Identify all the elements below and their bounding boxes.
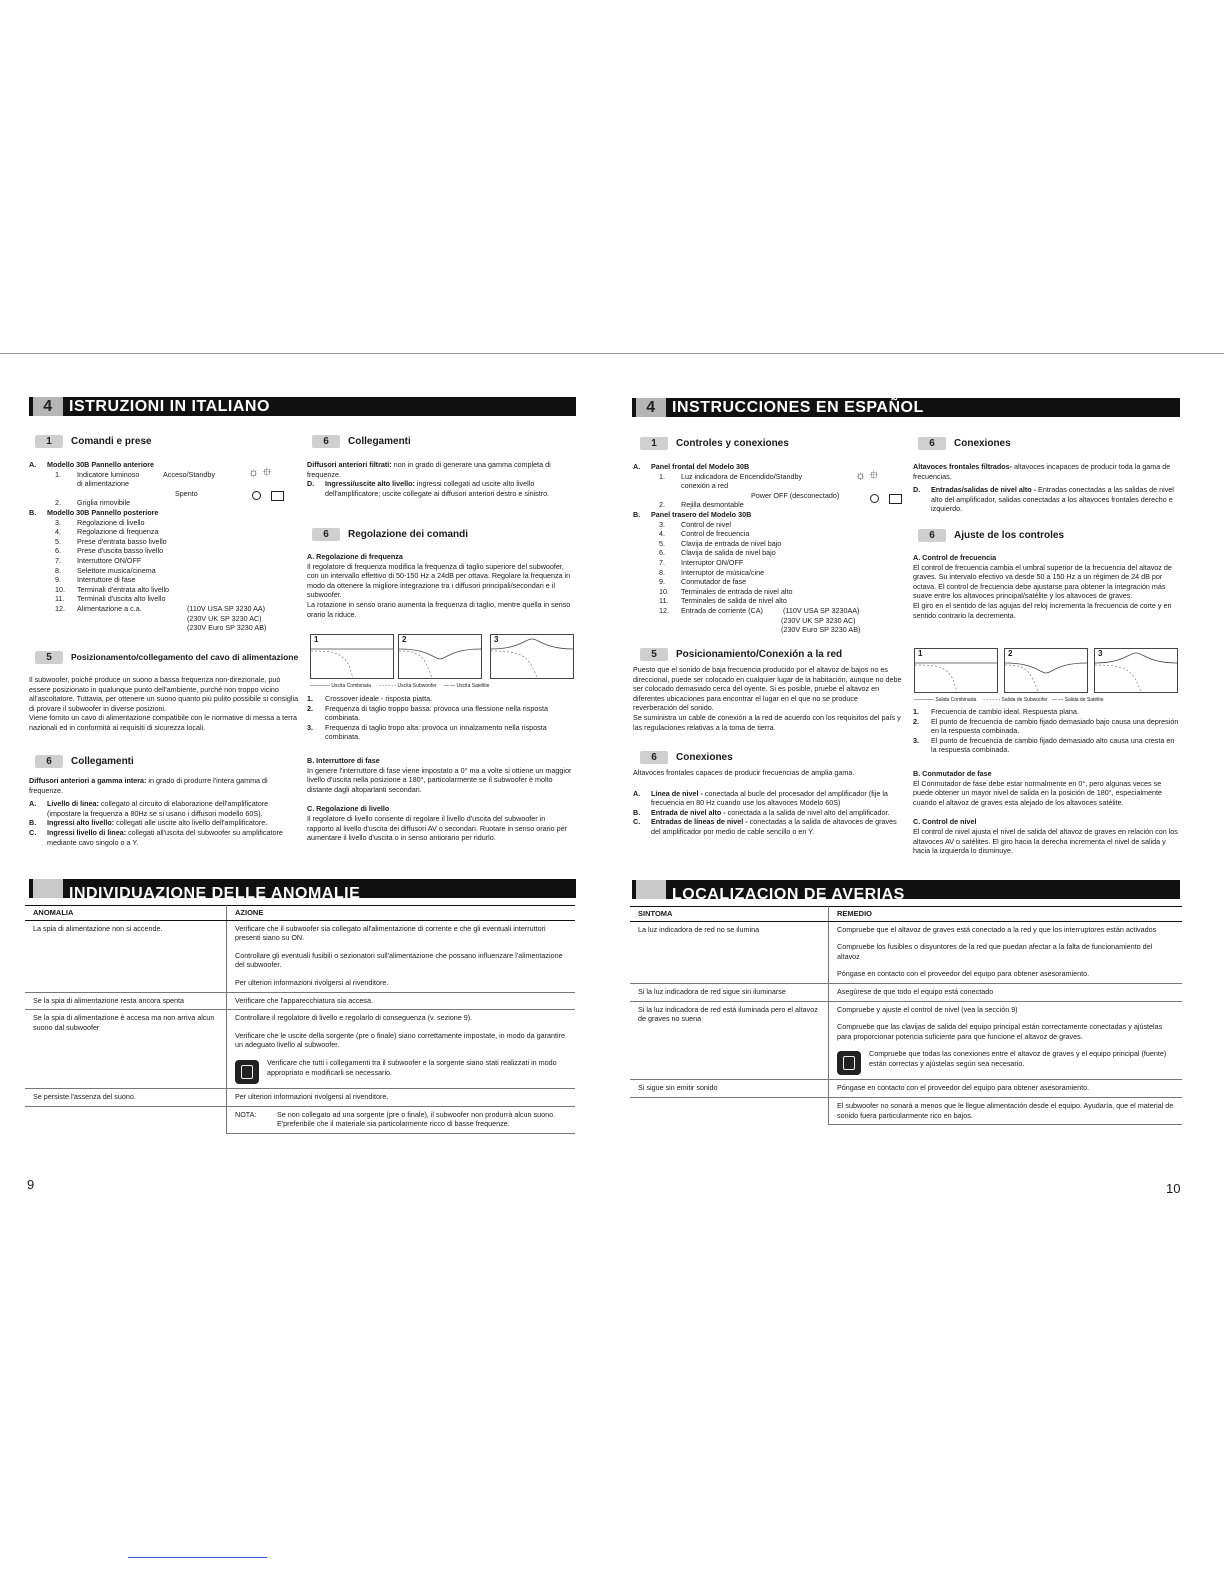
es-col-sintoma: SINTOMA bbox=[630, 907, 829, 922]
list-item: 8. Selettore musica/cinema bbox=[55, 565, 156, 575]
it-power-off-icon bbox=[252, 488, 284, 502]
table-row: Se persiste l'assenza del suono. Per ulteriori informazioni rivolgersi al rivenditore. bbox=[25, 1088, 575, 1106]
list-item: 6. Prese d'uscita basso livello bbox=[55, 546, 164, 556]
top-rule bbox=[0, 353, 1224, 354]
es-power-on-icon: ☼ ⯐ bbox=[855, 468, 879, 482]
it-graph-1-label: 1 bbox=[314, 635, 319, 644]
footer-link-line bbox=[128, 1557, 267, 1558]
es-troubleshoot-title: LOCALIZACION DE AVERIAS bbox=[672, 886, 905, 903]
es-positioning-text: Puesto que el sonido de baja frecuencia producido por el altavoz de bajos no es direccional, puede ser colocado en cualquier lugar de la habitación, aunque no debe ser colocado demasiado cerca del oyente. Si es posible, pruebe el altavoz en diferentes ubicaciones para encontrar el lugar en el que no se produce reverberación del sonido. Se suministra un cable de conexión a la red de acuerdo con los requisitos del país y las regulaciones relativas a la toma de tierra. bbox=[633, 665, 902, 732]
list-item: 10. Terminales de entrada de nivel alto bbox=[659, 586, 793, 596]
it-graph-3 bbox=[490, 634, 574, 679]
es-troubleshoot-banner bbox=[632, 880, 1180, 903]
es-filtered-text: Altavoces frontales filtrados- altavoces incapaces de producir toda la gama de frecuencias. D. Entradas/salidas de nivel alto - Entradas conectadas a las salidas de nivel alto del amplificador, salidas conectadas a los altavoces frontales derecho e izquierdo. bbox=[913, 462, 1174, 514]
it-heading-adjustment: 6 Regolazione dei comandi bbox=[312, 528, 468, 541]
it-heading-connections: 6 Collegamenti bbox=[35, 755, 134, 768]
it-heading-connections-filtered: 6 Collegamenti bbox=[312, 435, 411, 448]
es-adjustment-text-2: 1. Frecuencia de cambio ideal. Respuesta plana. 2. El punto de frecuencia de cambio fijado demasiado bajo causa una depresión en la respuesta combinada. 3. El punto de frecuencia de cambio fijado demasiado alto causa una cresta en la respuesta combinada. B. Conmutador de fase El Conmutador de fase debe estar normalmente en 0°, pero algunas veces se puede obtener un mayor nivel de salida en la posición de 180°, especialmente cuando el altavoz de graves esta alejado de los altavoces satélite. C. Control de nivel El control de nivel ajusta el nivel de salida del altavoz de graves en relación con los altavoces AV o satélites. El giro hacia la derecha incrementa el nivel de salida y hacia la izquierda lo disminuye. bbox=[913, 707, 1179, 856]
it-filtered-text: Diffusori anteriori filtrati: non in grado di generare una gamma completa di frequenze. D. Ingressi/uscite alto livello: ingressi collegati ad uscite alto livello dell'amplificatore; uscite collegate ai diffusori anteriori destro e sinistro. bbox=[307, 460, 551, 498]
es-connections-text: Altavoces frontales capaces de producir frecuencias de amplia gama. A. Línea de nivel - conectada al bucle del procesador del amplificador (fije la frecuencia en 80 Hz cuando use los altavoces Modelo 60S) B. Entrada de nivel alto - conectada a la salida de nivel alto del amplificador. C. Entradas de líneas de nivel - conectadas a la salida de altavoces de graves del amplificador por medio de cable sencillo o en Y. bbox=[633, 768, 897, 836]
list-item: 5. Prese d'entrata basso livello bbox=[55, 536, 167, 546]
list-item: 7. Interruptor ON/OFF bbox=[659, 557, 744, 567]
es-heading-connections-filtered: 6 Conexiones bbox=[918, 437, 1011, 450]
table-row: Si sigue sin emitir sonido Póngase en contacto con el proveedor del equipo para obtener asesoramiento. bbox=[630, 1080, 1182, 1098]
it-heading-controls bbox=[35, 435, 152, 448]
it-heading-positioning: 5 Posizionamento/collegamento del cavo di alimentazione bbox=[35, 651, 298, 664]
list-item: 11. Terminales de salida de nivel alto bbox=[659, 596, 787, 606]
list-item: 10. Terminali d'entrata alto livello bbox=[55, 584, 170, 594]
it-troubleshoot-title: INDIVIDUAZIONE DELLE ANOMALIE bbox=[69, 885, 361, 902]
table-row: NOTA: Se non collegato ad una sorgente (pre o finale), il subwoofer non produrrà alcun suono. E'preferibile che il materiale sia particolarmente ricco di basse frequenze. bbox=[25, 1106, 575, 1133]
es-power-off-icon bbox=[870, 491, 902, 505]
list-item: 6. Clavija de salida de nivel bajo bbox=[659, 548, 776, 558]
it-graph-3-label: 3 bbox=[494, 635, 499, 644]
table-row: Si la luz indicadora de red sigue sin iluminarse Asegúrese de que todo el equipo está conectado bbox=[630, 983, 1182, 1001]
it-troubleshoot-banner bbox=[29, 879, 576, 902]
es-graph-2-label: 2 bbox=[1008, 649, 1013, 658]
it-heading-chip: 1 bbox=[35, 435, 63, 448]
table-row: Si la luz indicadora de red está iluminada pero el altavoz de graves no suena Compruebe y ajuste el control de nivel (vea la sección 9) Compruebe que las clavijas de salida del equipo principal están correctamente conectadas y ajústelas para proporcionar potencia suficiente para que funcione el altavoz de graves. Compruebe que todas las conexiones entre el altavoz de graves y el equipo principal (fuente) están correctas y ajústelas según sea necesario. bbox=[630, 1001, 1182, 1080]
it-troubleshoot-table bbox=[25, 905, 575, 1134]
table-row: La luz indicadora de red no se ilumina Compruebe que el altavoz de graves está conectado a la red y que los interruptores están activados Compruebe los fusibles o disyuntores de la red que puedan afectar a la falta de funcionamiento del altavoz Póngase en contacto con el proveedor del equipo para obtener asesoramiento. bbox=[630, 921, 1182, 983]
list-item: 7. Interruttore ON/OFF bbox=[55, 555, 142, 565]
list-item: 4. Regolazione di frequenza bbox=[55, 527, 159, 537]
es-heading-controls: 1 Controles y conexiones bbox=[640, 437, 789, 450]
it-banner-number: 4 bbox=[33, 397, 63, 416]
es-graph-legend: ———— Salida Combinada - - - - - - Salida de Subwoofer — — Salida de Satélite bbox=[914, 697, 1104, 703]
table-row: El subwoofer no sonará a menos que le llegue alimentación desde el equipo. Ayudaría, que el material de sonido fuera particularmente rico en bajos. bbox=[630, 1097, 1182, 1124]
it-graph-legend: ———— Uscita Combinata - - - - - - Uscita Subwoofer — — Uscita Satellite bbox=[310, 683, 490, 689]
it-positioning-text: Il subwoofer, poiché produce un suono a bassa frequenza non-direzionale, può essere posizionato in qualunque punto dell'ambiente, purché non troppo vicino all'ascoltatore. Tuttavia, per ottenere un suono quanto più pulito possibile si consiglia di provare il subwoofer in diverse posizioni. Viene fornito un cavo di alimentazione compatibile con le normative di messa a terra nazionali ed in conformità ai requisiti di sicurezza locali. bbox=[29, 675, 299, 732]
table-row: Se la spia di alimentazione resta ancora spenta Verificare che l'apparecchiatura sia accesa. bbox=[25, 992, 575, 1010]
list-item: 4. Control de frecuencia bbox=[659, 529, 750, 539]
es-heading-connections: 6 Conexiones bbox=[640, 751, 733, 764]
es-graph-2 bbox=[1004, 648, 1088, 693]
es-graph-1-label: 1 bbox=[918, 649, 923, 658]
es-graph-3-label: 3 bbox=[1098, 649, 1103, 658]
es-page-number: 10 bbox=[1166, 1181, 1181, 1196]
table-row: La spia di alimentazione non si accende. Verificare che il subwoofer sia collegato all'alimentazione di corrente e che gli eventuali interruttori presenti siano su ON. Controllare gli eventuali fusibili o sezionatori sull'alimentazione che possano influenzare l'alimentazione del subwoofer. Per ulteriori informazioni rivolgersi al rivenditore. bbox=[25, 920, 575, 992]
it-col-azione: AZIONE bbox=[227, 906, 576, 921]
list-item: 8. Interruptor de música/cine bbox=[659, 567, 765, 577]
list-item: 3. Control de nivel bbox=[659, 519, 731, 529]
es-heading-positioning: 5 Posicionamiento/Conexión a la red bbox=[640, 648, 842, 661]
list-item: 3. Regolazione di livello bbox=[55, 517, 145, 527]
it-adjustment-text-2: 1. Crossover ideale - risposta piatta. 2. Frequenza di taglio troppo bassa: provoca una flessione nella risposta combinata. 3. Frequenza di taglio tropo alta: provoca un innalzamento nella risposta combinata. B. Interruttore di fase In genere l'interruttore di fase viene impostato a 0° ma a volte si ottiene un maggior livello d'uscita nella posizione a 180°, particolarmente se il subwoofer è molto distante dagli altoparlanti secondari. C. Regolazione di livello Il regolatore di livello consente di regolare il livello d'uscita del subwoofer in rapporto al livello d'uscita dei diffusori AV o secondari. Ruotare in senso orario per aumentare il livello d'uscita o in senso antiorario per ridurlo. bbox=[307, 694, 572, 843]
it-heading-title: Comandi e prese bbox=[71, 436, 152, 447]
it-page-number: 9 bbox=[27, 1177, 35, 1192]
it-controls-list: A. Modello 30B Pannello anteriore 1. Indicatore luminoso Acceso/Standby di alimentazione Spento 2. Griglia rimovibile B. Modello 30B Pannello posteriore 3. Regolazione di livello 4. Regolazione di frequenza 5. Prese d'entrata basso livello 6. Prese d'uscita basso livello 7. Interruttore ON/OFF 8. Selettore musica/cinema 9. Interruttore di fase 10. Terminali d'entrata alto livello 11. Terminali d'uscita alto livello 12. Alimentazione a c.a. (110V USA SP 3230 AA) (230V UK SP 3230 AC) (230V Euro SP 3230 AB) bbox=[29, 460, 299, 633]
es-controls-list: A. Panel frontal del Modelo 30B 1. Luz indicadora de Encendido/Standby conexión a red Power OFF (desconectado) 2. Rejilla desmontable B. Panel trasero del Modelo 30B 3. Control de nivel 4. Control de frecuencia 5. Clavija de entrada de nivel bajo 6. Clavija de salida de nivel bajo 7. Interruptor ON/OFF 8. Interruptor de música/cine 9. Conmutador de fase 10. Terminales de entrada de nivel alto 11. Terminales de salida de nivel alto 12. Entrada de corriente (CA) (110V USA SP 3230AA) (230V UK SP 3230 AC) (230V Euro SP 3230 AB) bbox=[633, 462, 903, 635]
table-row: Se la spia di alimentazione è accesa ma non arriva alcun suono dal subwoofer Controllare il regolatore di livello e regolarlo di conseguenza (v. sezione 9). Verificare che le uscite della sorgente (pre o finale) siano correttamente impostate, in modo da garantire un adeguato livello al subwoofer. Verificare che tutti i collegamenti tra il subwoofer e la sorgente siano stati realizzati in modo appropriato e modificarli se necessario. bbox=[25, 1010, 575, 1089]
es-graph-3 bbox=[1094, 648, 1178, 693]
it-power-on-icon: ☼ ⯐ bbox=[248, 465, 272, 479]
list-item: 11. Terminali d'uscita alto livello bbox=[55, 594, 166, 604]
it-adjustment-text: A. Regolazione di frequenza Il regolatore di frequenza modifica la frequenza di taglio superiore del subwoofer, con un intervallo effettivo di 50-150 Hz a 24dB per ottava. Regolare la frequenza in modo da ottenere la migliore integrazione tra i diffusori principali/secondari e il subwoofer. La rotazione in senso orario aumenta la frequenza di taglio, mentre quella in senso orario la riduce. bbox=[307, 552, 571, 619]
it-graph-2-label: 2 bbox=[402, 635, 407, 644]
es-section-banner: 4 INSTRUCCIONES EN ESPAÑOL bbox=[632, 398, 1180, 417]
list-item: 9. Interruttore di fase bbox=[55, 575, 136, 585]
es-col-remedio: REMEDIO bbox=[829, 907, 1183, 922]
es-heading-adjustment: 6 Ajuste de los controles bbox=[918, 529, 1064, 542]
wrench-icon bbox=[837, 1051, 861, 1075]
it-banner-title: ISTRUZIONI IN ITALIANO bbox=[69, 398, 270, 415]
es-graph-1 bbox=[914, 648, 998, 693]
wrench-icon bbox=[235, 1060, 259, 1084]
es-troubleshoot-table bbox=[630, 906, 1182, 1125]
es-banner-title: INSTRUCCIONES EN ESPAÑOL bbox=[672, 399, 924, 416]
list-item: 5. Clavija de entrada de nivel bajo bbox=[659, 538, 782, 548]
it-graph-1 bbox=[310, 634, 394, 679]
it-col-anomalia: ANOMALIA bbox=[25, 906, 227, 921]
es-adjustment-text: A. Control de frecuencia El control de frecuencia cambia el umbral superior de la frecuencia del altavoz de graves. Su intervalo efectivo va desde 50 a 150 Hz a un régimen de 24 dB por octava. El control de frecuencia debe ajustarse para obtener la integración más suave entre los altavoces principal/satélite y los altavoces de graves. El giro en el sentido de las agujas del reloj incrementa la frecuencia de corte y en sentido contrario la decrementa. bbox=[913, 553, 1172, 620]
it-connections-text: Diffusori anteriori a gamma intera: in grado di produrre l'intera gamma di frequenze. A. Livello di linea: collegato al circuito di elaborazione dell'amplificatore (impostare la frequenza a 80Hz se si usano i diffusori modello 60S). B. Ingressi alto livello: collegati alle uscite alto livello dell'amplificatore. C. Ingressi livello di linea: collegati all'uscita del subwoofer su amplificatore mediante cavo singolo o a Y. bbox=[29, 776, 283, 847]
list-item: 9. Conmutador de fase bbox=[659, 577, 747, 587]
it-graph-2 bbox=[398, 634, 482, 679]
it-section-banner bbox=[29, 397, 576, 416]
